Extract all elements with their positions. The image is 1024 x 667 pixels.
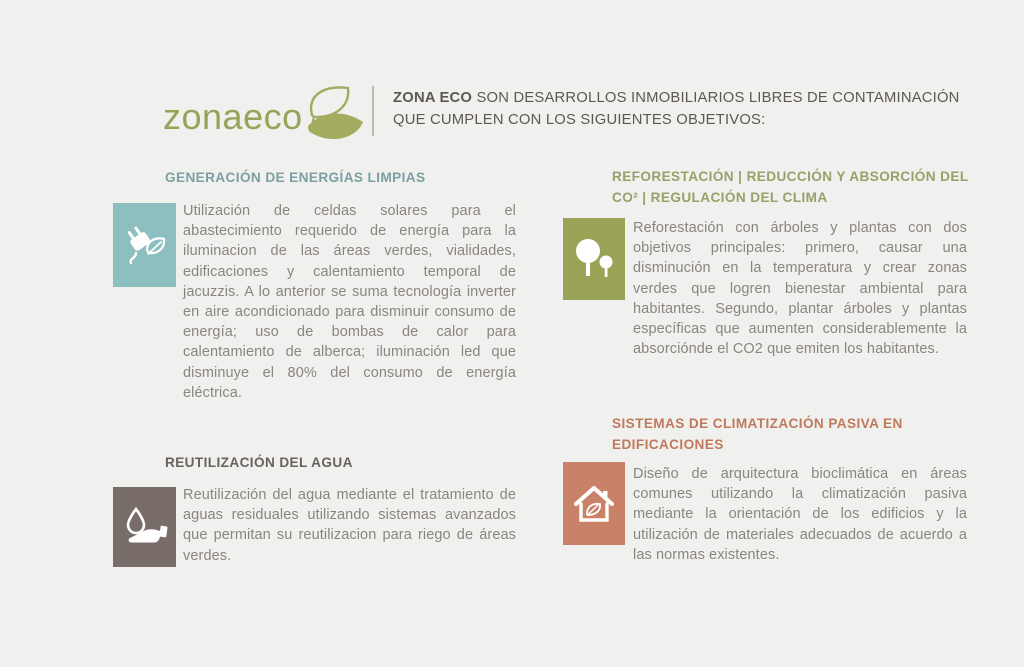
section-body-reforestacion: Reforestación con árboles y plantas con dos objetivos principales: primero, causar una disminución en la temperatura y crear zonas verdes que logren bienestar ambiental para habitantes. Segundo, plantar árboles y plantas específicas que aumenten considerablemente la absorciónde el CO2 que emiten los habitantes. — [633, 220, 967, 358]
header-divider — [372, 86, 374, 136]
section-title-climatizacion-pasiva: SISTEMAS DE CLIMATIZACIÓN PASIVA EN EDIFICACIONES — [612, 416, 903, 452]
water-drop-hand-icon — [113, 487, 176, 567]
header-brand: ZONA ECO — [393, 90, 473, 106]
section-title-reutilizacion-agua: REUTILIZACIÓN DEL AGUA — [165, 455, 353, 470]
section-body-climatizacion-pasiva: Diseño de arquitectura bioclimática en áreas comunes utilizando la climatización pasiva mediante la orientación de los edificios y la utilización de materiales adecuados de acuerdo a las normas existentes. — [633, 466, 967, 563]
section-title-reforestacion: REFORESTACIÓN | REDUCCIÓN Y ABSORCIÓN DEL CO² | REGULACIÓN DEL CLIMA — [612, 169, 969, 205]
section-body-energias-limpias: Utilización de celdas solares para el abastecimiento requerido de energía para la iluminacion de las áreas verdes, vialidades, edificaciones y calentamiento temporal de jacuzzis. A lo anterior se suma tecnología inverter en aire acondicionado para disminuir consumo de energía; uso de bombas de calor para calentamiento de alberca; iluminación led que disminuye el 80% del consumo de energía eléctrica. — [183, 203, 516, 401]
zonaeco-logo-leaf-icon — [300, 82, 366, 144]
zonaeco-logo-wordmark: zonaeco — [163, 96, 303, 137]
section-title-energias-limpias: GENERACIÓN DE ENERGÍAS LIMPIAS — [165, 170, 426, 185]
eco-house-icon — [563, 462, 625, 545]
header-statement-text: SON DESARROLLOS INMOBILIARIOS LIBRES DE CONTAMINACIÓN QUE CUMPLEN CON LOS SIGUIENTES OBJETIVOS: — [393, 90, 960, 128]
section-body-reutilizacion-agua: Reutilización del agua mediante el tratamiento de aguas residuales utilizando sistemas avanzados que permitan su reutilizacion para riego de áreas verdes. — [183, 487, 516, 564]
trees-icon — [563, 218, 625, 300]
header-statement — [393, 88, 971, 131]
plug-leaf-icon — [113, 203, 176, 287]
